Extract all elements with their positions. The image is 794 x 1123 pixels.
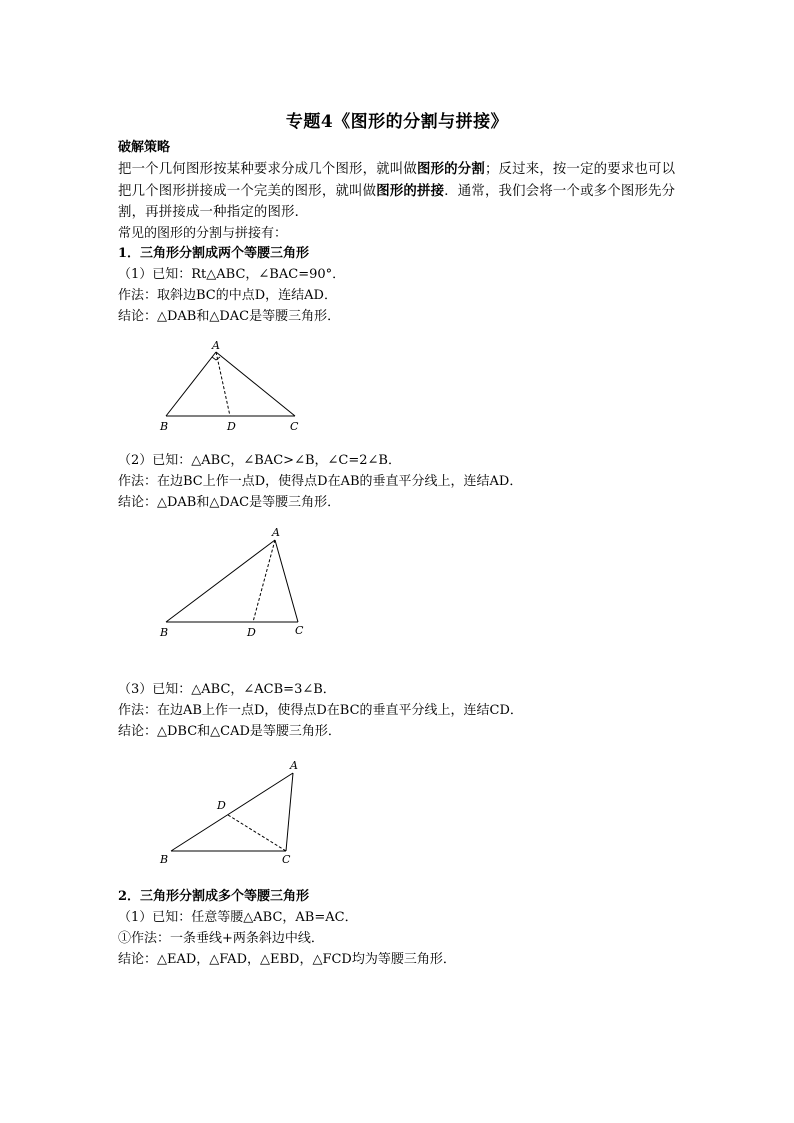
fig2-label-c: C [295,624,304,637]
case1-given: （1）已知：Rt△ABC，∠BAC=90°． [118,267,346,282]
section2-case1-conclusion: 结论：△EAD，△FAD，△EBD，△FCD均为等腰三角形． [118,952,456,967]
intro-text-2: ；反过来，按一定的要求也可以把几个图形拼接成一个完美的图形，就叫做 [118,162,676,199]
case2-conclusion: 结论：△DAB和△DAC是等腰三角形． [118,495,341,510]
case1-method: 作法：取斜边BC的中点D，连结AD． [118,288,337,303]
page-title: 专题4《图形的分割与拼接》 [285,112,509,132]
fig2-segment-ad [253,540,275,622]
fig1-label-c: C [290,420,299,433]
figure-1-right-triangle [150,335,320,435]
fig1-right-angle-mark [212,357,220,360]
fig2-label-b: B [160,626,169,639]
fig1-side-ab [166,352,216,416]
fig3-label-b: B [160,853,169,866]
figure-2-triangle [150,522,320,647]
case3-conclusion: 结论：△DBC和△CAD是等腰三角形． [118,724,341,739]
case1-conclusion: 结论：△DAB和△DAC是等腰三角形． [118,309,341,324]
intro-paragraph [118,159,678,224]
section2-case1-method: ①作法：一条垂线+两条斜边中线． [118,931,324,946]
fig1-label-d: D [227,420,236,433]
fig2-side-ac [275,540,298,622]
fig3-label-c: C [282,853,291,866]
section1-heading: 1．三角形分割成两个等腰三角形 [118,246,310,261]
fig3-side-ac [286,773,293,851]
intro-text-3: ．通常，我们会将一个或多个图形先分割，再拼接成一种指定的图形． [118,183,676,220]
section2-case1-given: （1）已知：任意等腰△ABC，AB=AC． [118,910,358,925]
section2-heading: 2．三角形分割成多个等腰三角形 [118,889,310,904]
fig2-label-d: D [247,626,256,639]
fig3-segment-dc [228,815,286,851]
case2-method: 作法：在边BC上作一点D，使得点D在AB的垂直平分线上，连结AD． [118,474,523,489]
common-line: 常见的图形的分割与拼接有： [118,226,288,241]
fig2-label-a: A [272,526,280,539]
fig2-side-ab [166,540,275,622]
case3-given: （3）已知：△ABC，∠ACB=3∠B． [118,682,336,697]
fig3-side-ab [171,773,293,851]
term-division: 图形的分割 [417,161,485,177]
case2-given: （2）已知：△ABC，∠BAC>∠B，∠C=2∠B． [118,453,401,468]
figure-3-triangle [150,755,320,870]
fig1-label-b: B [160,420,169,433]
intro-text-1: 把一个几何图形按某种要求分成几个图形，就叫做 [118,162,417,177]
term-splicing: 图形的拼接 [376,182,445,199]
strategy-heading: 破解策略 [118,140,171,155]
case3-method: 作法：在边AB上作一点D，使得点D在BC的垂直平分线上，连结CD． [118,703,523,718]
fig1-label-a: A [212,339,220,352]
fig3-label-d: D [217,799,226,812]
fig3-label-a: A [290,759,298,772]
